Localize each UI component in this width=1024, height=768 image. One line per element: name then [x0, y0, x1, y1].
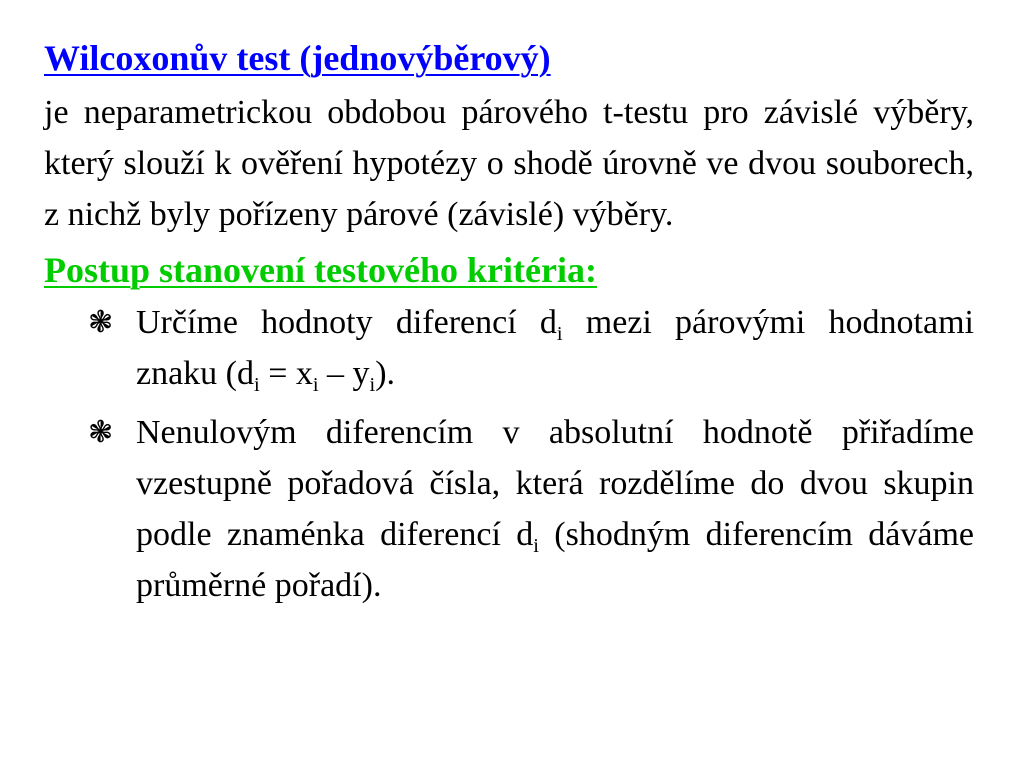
bullet-item-ranking	[44, 407, 974, 611]
slide	[44, 36, 974, 619]
bullet-text: Určíme hodnoty diferencí $d_i$ mezi párovými hodnotami znaku $(d_i = x_i - y_i)$.	[136, 304, 974, 397]
flower-bullet-icon: ❃	[88, 305, 114, 340]
bullet-list	[44, 297, 974, 611]
slide-title: Wilcoxonův test (jednovýběrový)	[44, 38, 551, 78]
intro-paragraph: je neparametrickou obdobou párového t-testu pro závislé výběry, který slouží k ověření hypotézy o shodě úrovně ve dvou souborech, z nichž byly pořízeny párové (závislé) výběry.	[44, 94, 974, 233]
bullet-item-differences	[44, 297, 974, 399]
flower-bullet-icon: ❃	[88, 415, 114, 450]
bullet-text: Nenulovým diferencím v absolutní hodnotě přiřadíme vzestupně pořadová čísla, která rozdělíme do dvou skupin podle znaménka diferencí $d_i$ (shodným diferencím dáváme průměrné pořadí).	[136, 414, 974, 604]
section-title: Postup stanovení testového kritéria:	[44, 250, 597, 290]
